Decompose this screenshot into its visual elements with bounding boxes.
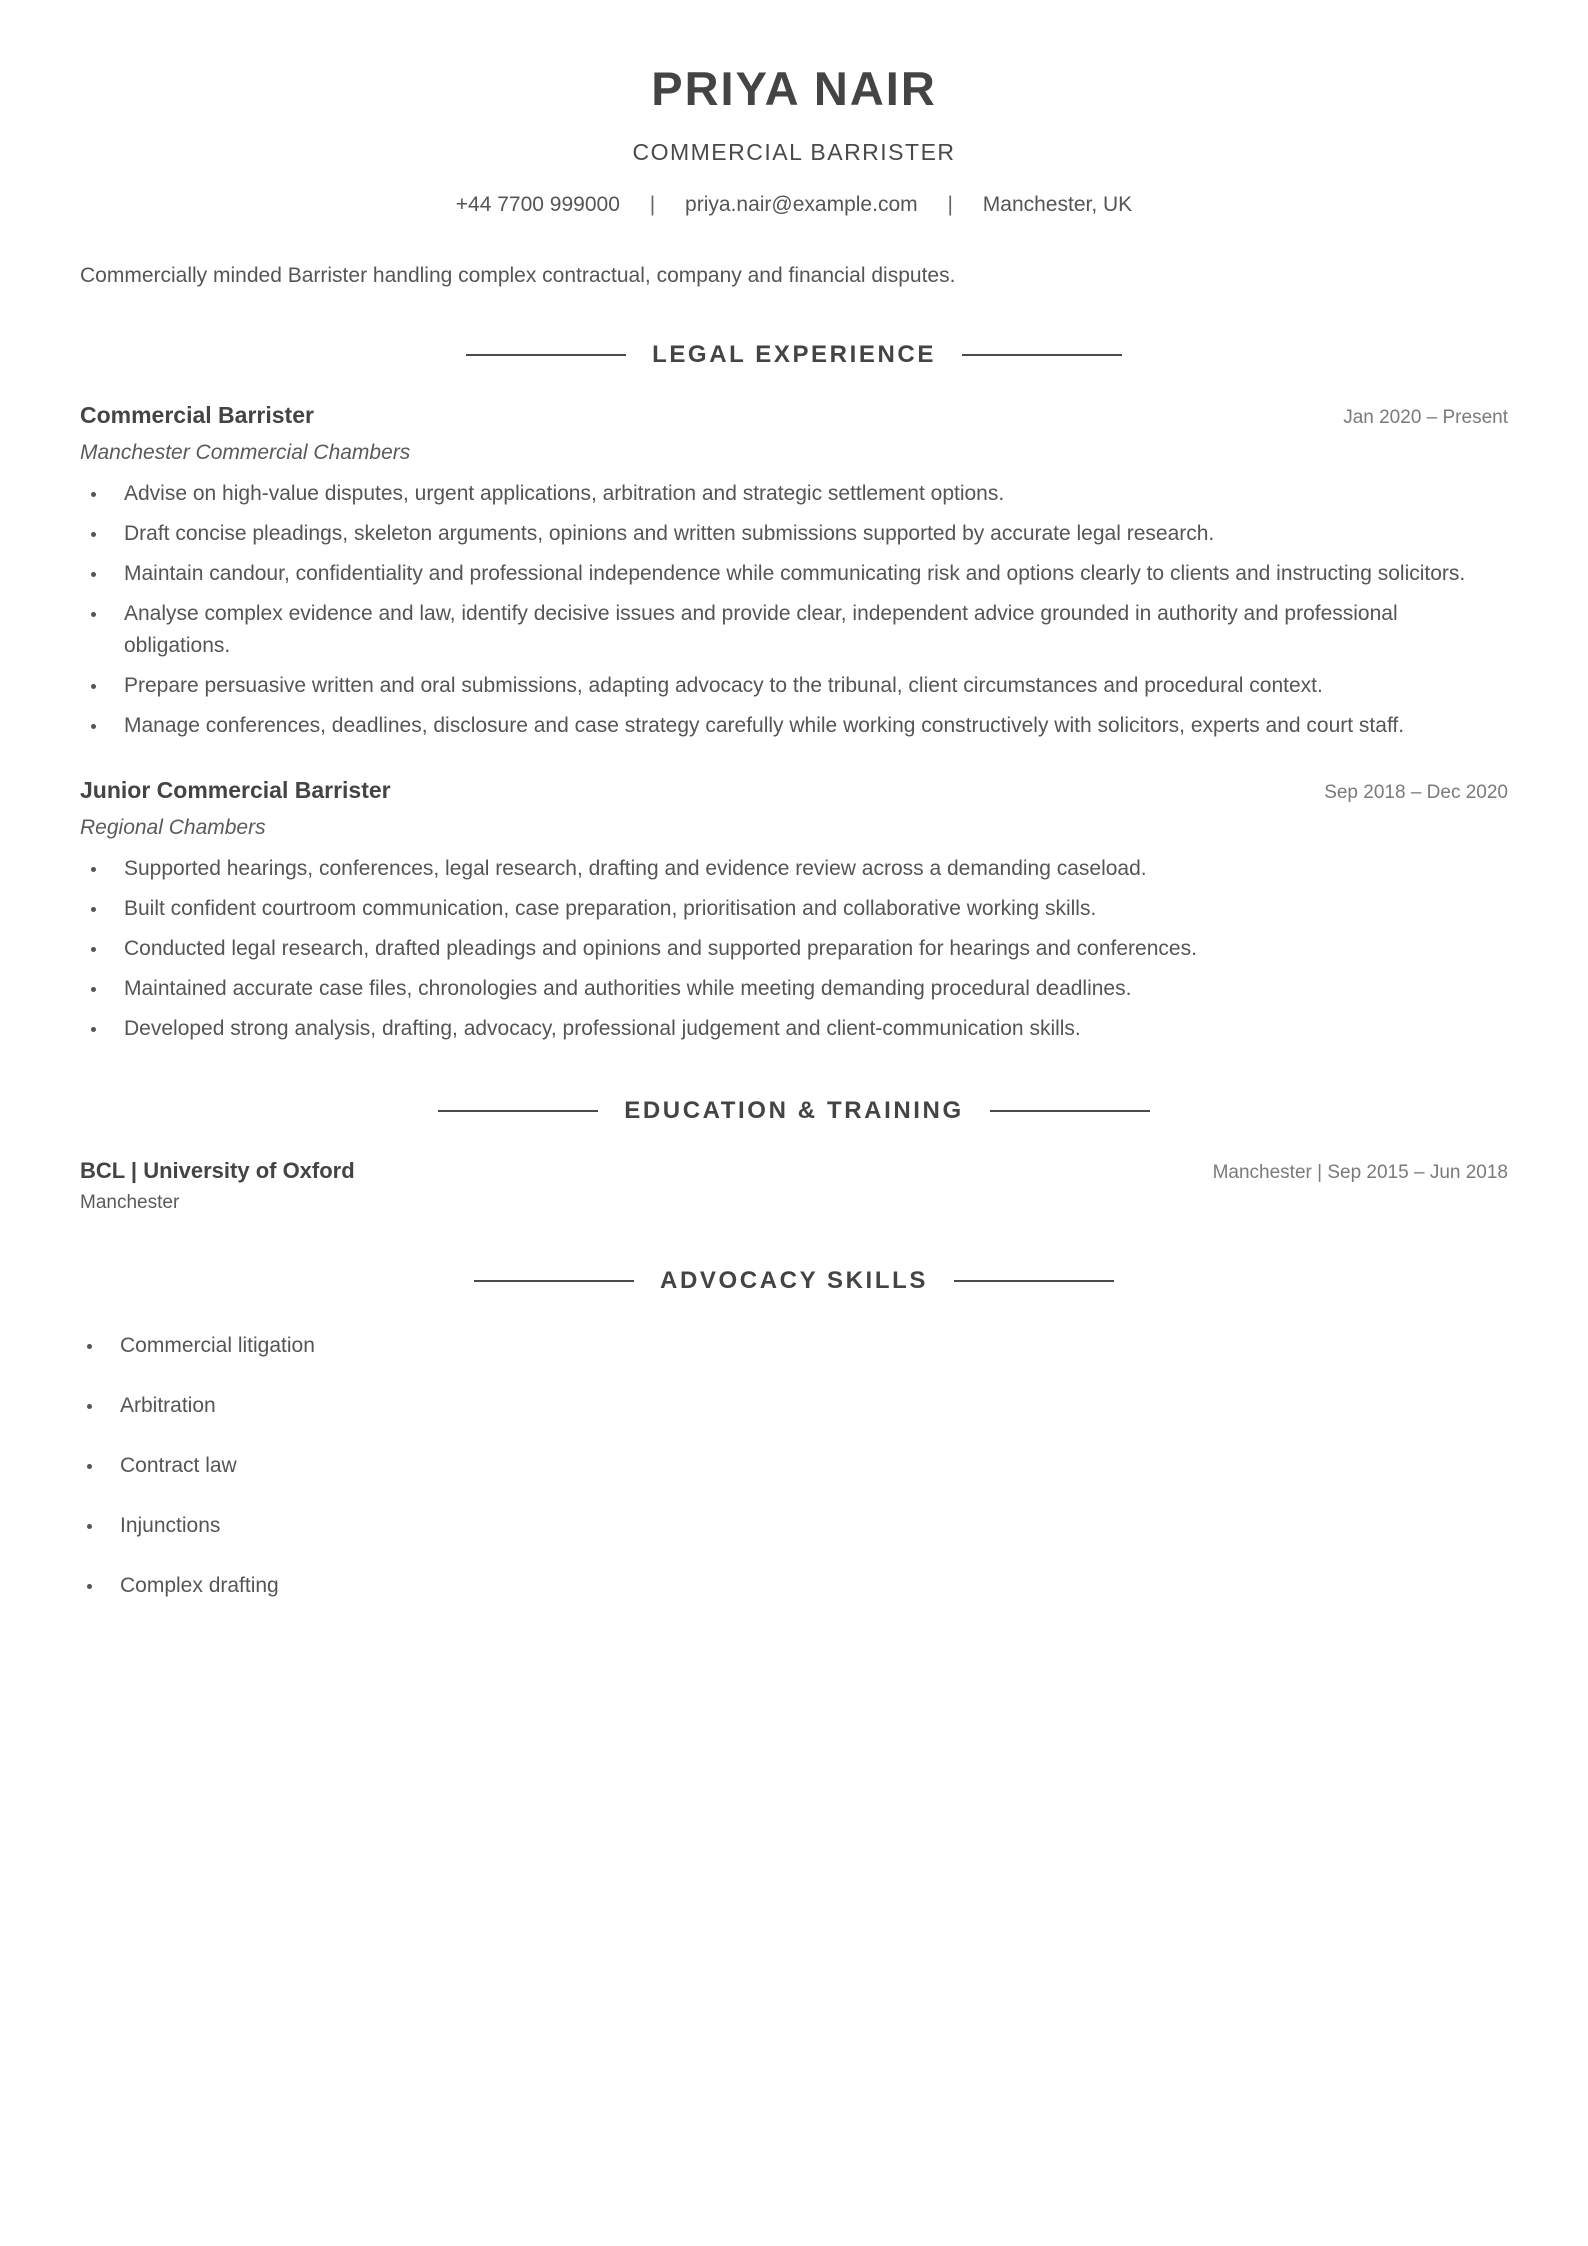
job-bullet: [124, 973, 1508, 1005]
bullet-dot-icon: [91, 1027, 96, 1032]
job-bullet: [124, 598, 1508, 662]
section-heading-label: ADVOCACY SKILLS: [660, 1267, 928, 1294]
job-bullet: [124, 518, 1508, 550]
skill-text: Injunctions: [120, 1514, 221, 1537]
job-dates: Jan 2020 – Present: [1343, 407, 1508, 428]
contact-location: Manchester, UK: [982, 193, 1133, 216]
job-bullet: [124, 853, 1508, 885]
job-bullet-text: Draft concise pleadings, skeleton arguments, opinions and written submissions supported by accurate legal research.: [124, 522, 1215, 545]
bullet-dot-icon: [87, 1584, 92, 1589]
job-bullet: [124, 670, 1508, 702]
job-employer: Regional Chambers: [80, 816, 266, 839]
education-header: [80, 1157, 1508, 1185]
job-bullet-list: [80, 853, 1508, 1045]
skill-item: [120, 1453, 1508, 1479]
education-location: Manchester: [80, 1192, 180, 1213]
job-header: [80, 401, 1508, 430]
job-bullet: [124, 710, 1508, 742]
job-bullet-list: [80, 478, 1508, 742]
skill-text: Complex drafting: [120, 1574, 279, 1597]
section-heading-label: EDUCATION & TRAINING: [624, 1097, 964, 1124]
bullet-dot-icon: [91, 907, 96, 912]
job-title: Commercial Barrister: [80, 402, 314, 428]
heading-rule-right: [990, 1110, 1150, 1112]
bullet-dot-icon: [87, 1464, 92, 1469]
job-employer: Manchester Commercial Chambers: [80, 441, 411, 464]
bullet-dot-icon: [91, 947, 96, 952]
job-header: [80, 776, 1508, 805]
resume-header: [80, 62, 1508, 218]
job-bullet-text: Maintained accurate case files, chronologies and authorities while meeting demanding procedural deadlines.: [124, 977, 1132, 1000]
skill-item: [120, 1333, 1508, 1359]
professional-summary: Commercially minded Barrister handling complex contractual, company and financial disputes.: [80, 264, 956, 287]
skill-item: [120, 1393, 1508, 1419]
contact-phone: +44 7700 999000: [455, 193, 620, 216]
heading-rule-right: [954, 1280, 1114, 1282]
bullet-dot-icon: [91, 724, 96, 729]
bullet-dot-icon: [91, 987, 96, 992]
contact-line: [80, 192, 1508, 218]
job-entry: [80, 401, 1508, 742]
skill-item: [120, 1513, 1508, 1539]
job-title: Junior Commercial Barrister: [80, 777, 391, 803]
heading-rule-left: [466, 354, 626, 356]
bullet-dot-icon: [91, 867, 96, 872]
job-bullet-text: Built confident courtroom communication, case preparation, prioritisation and collaborative working skills.: [124, 897, 1097, 920]
heading-rule-right: [962, 354, 1122, 356]
skill-text: Arbitration: [120, 1394, 216, 1417]
skill-text: Commercial litigation: [120, 1334, 315, 1357]
bullet-dot-icon: [87, 1344, 92, 1349]
education-title: BCL | University of Oxford: [80, 1158, 355, 1183]
heading-rule-left: [438, 1110, 598, 1112]
bullet-dot-icon: [91, 532, 96, 537]
job-bullet: [124, 1013, 1508, 1045]
candidate-title: COMMERCIAL BARRISTER: [632, 139, 956, 165]
section-heading-education: [80, 1097, 1508, 1125]
job-bullet: [124, 558, 1508, 590]
job-bullet-text: Supported hearings, conferences, legal research, drafting and evidence review across a demanding caseload.: [124, 857, 1147, 880]
job-bullet-text: Prepare persuasive written and oral submissions, adapting advocacy to the tribunal, client circumstances and procedural context.: [124, 674, 1323, 697]
job-bullet: [124, 933, 1508, 965]
bullet-dot-icon: [91, 572, 96, 577]
bullet-dot-icon: [87, 1524, 92, 1529]
job-dates: Sep 2018 – Dec 2020: [1324, 782, 1508, 803]
skills-list: [80, 1333, 1508, 1599]
candidate-name: PRIYA NAIR: [651, 62, 937, 115]
skill-item: [120, 1573, 1508, 1599]
bullet-dot-icon: [91, 612, 96, 617]
contact-separator: |: [649, 193, 656, 216]
job-entry: [80, 776, 1508, 1045]
section-heading-label: LEGAL EXPERIENCE: [652, 341, 936, 368]
bullet-dot-icon: [87, 1404, 92, 1409]
job-bullet-text: Maintain candour, confidentiality and professional independence while communicating risk and options clearly to clients and instructing solicitors.: [124, 562, 1466, 585]
job-bullet-text: Conducted legal research, drafted pleadings and opinions and supported preparation for hearings and conferences.: [124, 937, 1197, 960]
job-bullet: [124, 478, 1508, 510]
contact-email: priya.nair@example.com: [685, 193, 918, 216]
education-meta: Manchester | Sep 2015 – Jun 2018: [1212, 1162, 1508, 1183]
section-heading-skills: [80, 1267, 1508, 1295]
job-bullet-text: Analyse complex evidence and law, identify decisive issues and provide clear, independent advice grounded in authority and professional obligations.: [124, 602, 1398, 657]
bullet-dot-icon: [91, 684, 96, 689]
bullet-dot-icon: [91, 492, 96, 497]
job-bullet-text: Manage conferences, deadlines, disclosure and case strategy carefully while working constructively with solicitors, experts and court staff.: [124, 714, 1405, 737]
job-bullet-text: Developed strong analysis, drafting, advocacy, professional judgement and client-communication skills.: [124, 1017, 1081, 1040]
skill-text: Contract law: [120, 1454, 237, 1477]
heading-rule-left: [474, 1280, 634, 1282]
contact-separator: |: [947, 193, 953, 216]
section-heading-experience: [80, 341, 1508, 369]
job-bullet: [124, 893, 1508, 925]
job-bullet-text: Advise on high-value disputes, urgent applications, arbitration and strategic settlement options.: [124, 482, 1005, 505]
education-entry: [80, 1157, 1508, 1215]
